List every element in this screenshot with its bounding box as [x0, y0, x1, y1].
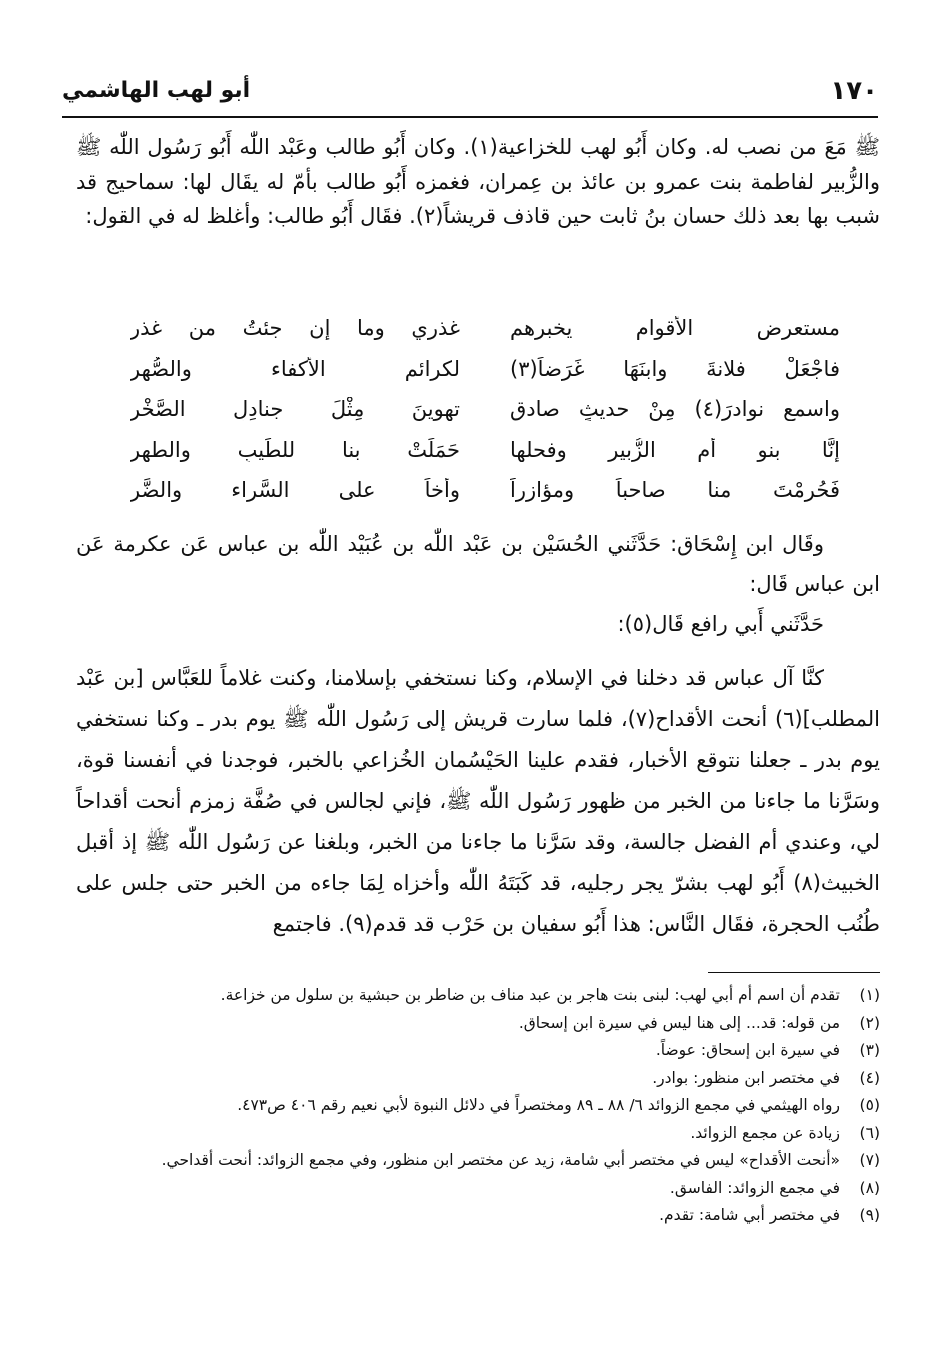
isnad-line: حَدَّثَني أَبي رافع قَال(٥): [617, 612, 824, 636]
footnote-number: (٥) [859, 1096, 880, 1114]
poem-first-hemistich: إنَّا بنو أم الزُّبير وفحلها [510, 437, 840, 462]
footnote [100, 1037, 880, 1065]
footnote [100, 1065, 880, 1093]
poem-first-hemistich: مستعرض الأقوام يخبرهم [510, 316, 840, 341]
footnote-text: في مختصر أبي شامة: تقدم. [659, 1206, 840, 1224]
footnotes [100, 982, 880, 1230]
footnote-text: في سيرة ابن إسحاق: عوضاً. [655, 1041, 840, 1059]
footnote-text: تقدم أن اسم أم أبي لهب: لبنى بنت هاجر بن عبد مناف بن ضاطر بن حبشية بن سلول من خزاعة. [220, 986, 840, 1004]
footnote-number: (٦) [859, 1123, 880, 1142]
running-title: أبو لهب الهاشمي [62, 78, 251, 103]
footnote-number: (٧) [859, 1151, 880, 1169]
footnote-text: «أنحت الأقداح» ليس في مختصر أبي شامة، زيد عن مختصر ابن منظور، وفي مجمع الزوائد: أنحت أقداحي. [161, 1151, 840, 1169]
footnote-rule [708, 972, 880, 973]
footnote [100, 1202, 880, 1230]
footnote-text: رواه الهيثمي في مجمع الزوائد ٦/ ٨٨ ـ ٨٩ ومختصراً في دلائل النبوة لأبي نعيم رقم ٤٠٦ ص٤٧٣. [237, 1096, 840, 1114]
header-rule [62, 116, 878, 118]
footnote-number: (٤) [859, 1068, 880, 1087]
poem-verse [130, 470, 840, 511]
isnad-block [76, 524, 880, 644]
footnote [100, 1010, 880, 1038]
footnote-text: في مختصر ابن منظور: بوادر. [652, 1068, 840, 1087]
footnote [100, 1147, 880, 1175]
footnote-number: (٣) [859, 1041, 880, 1059]
page-header [62, 72, 878, 112]
footnote-number: (٢) [859, 1013, 880, 1032]
footnote [100, 982, 880, 1010]
isnad-line: وقَال ابن إِسْحَاق: حَدَّثَني الحُسَيْن بن عَبْد اللّٰه بن عُبَيْد اللّٰه بن عباس عَن عكرمة عَن ابن عباس قَال: [76, 532, 880, 596]
poem-second-hemistich: حَمَلَتْ بنا للطِّيبِ والطهر [130, 437, 460, 462]
footnote [100, 1175, 880, 1203]
poem-verse [130, 349, 840, 390]
poem-first-hemistich: واسمع نوادرَ(٤) مِنْ حديثٍ صادقٍ [510, 397, 840, 422]
poem-first-hemistich: فاجْعَلْ فلانةَ وابنَهَا غَرَضاً(٣) [510, 356, 840, 381]
poem-verse [130, 308, 840, 349]
footnote-number: (٩) [859, 1206, 880, 1224]
page-number: ١٧٠ [830, 76, 878, 106]
poem-verse [130, 430, 840, 471]
narrative-block [76, 658, 880, 945]
poem-second-hemistich: لكرائم الأكفاء والصُّهر [130, 356, 460, 381]
poem [130, 308, 840, 511]
poem-second-hemistich: تهوينَ مِثْلَ جنادِلِ الصَّخْر [130, 397, 460, 422]
footnote [100, 1092, 880, 1120]
poem-second-hemistich: غذري وما إن جئتُ من غذر [130, 316, 460, 341]
intro-paragraph: ﷺ مَعَ من نصب له. وكان أَبُو لهب للخزاعية(١). وكان أَبُو طالب وعَبْد اللّٰه أَبُو رَسُول اللّٰه ﷺ والزُّبير لفاطمة بنت عمرو بن عائذ بن عِمران، فغمزه أَبُو طالب بأمّ له يقَال لها: سماحيج قد شبب بها بعد ذلك حسان بنُ ثابت حين قاذف قريشاً(٢). فقَال أَبُو طالب: وأغلظ له في القول: [76, 135, 880, 228]
footnote-text: من قوله: قد... إلى هنا ليس في سيرة ابن إسحاق. [518, 1013, 840, 1032]
footnote-text: زيادة عن مجمع الزوائد. [690, 1123, 840, 1142]
poem-verse [130, 389, 840, 430]
intro-block [76, 130, 880, 234]
footnote [100, 1120, 880, 1148]
poem-second-hemistich: وأخاً على السَّراء والضَّر [130, 478, 460, 503]
footnote-number: (٨) [859, 1178, 880, 1197]
poem-first-hemistich: فَحُرِمْتَ منا صاحباً ومؤازراً [510, 478, 840, 503]
footnote-text: في مجمع الزوائد: الفاسق. [669, 1178, 840, 1197]
narrative-paragraph: كنَّا آل عباس قد دخلنا في الإسلام، وكنا نستخفي بإسلامنا، وكنت غلاماً للعَبَّاس [بن عَبْد المطلب](٦) أنحت الأقداح(٧)، فلما سارت قريش إلى رَسُول اللّٰه ﷺ يوم بدر ـ وكنا نستخفي يوم بدر ـ جعلنا نتوقع الأخبار، فقدم علينا الحَيْسُمان الخُزاعي بالخبر، فوجدنا في أنفسنا قوة، وسَرَّنا ما جاءنا من الخبر من ظهور رَسُول اللّٰه ﷺ، فإني لجالس في صُفَّة زمزم أنحت أقداحاً لي، وعندي أم الفضل جالسة، وقد سَرَّنا ما جاءنا من الخبر، وبلغنا عن رَسُول اللّٰه ﷺ إذ أقبل الخبيث(٨) أَبُو لهب بشرّ يجر رجليه، قد كَبَتَهُ اللّٰه وأخزاه لِمَا جاءه من الخبر حتى جلس على طُنُب الحجرة، فقَال النَّاس: هذا أَبُو سفيان بن حَرْب قد قدم(٩). فاجتمع [76, 666, 880, 936]
footnote-number: (١) [859, 986, 880, 1004]
